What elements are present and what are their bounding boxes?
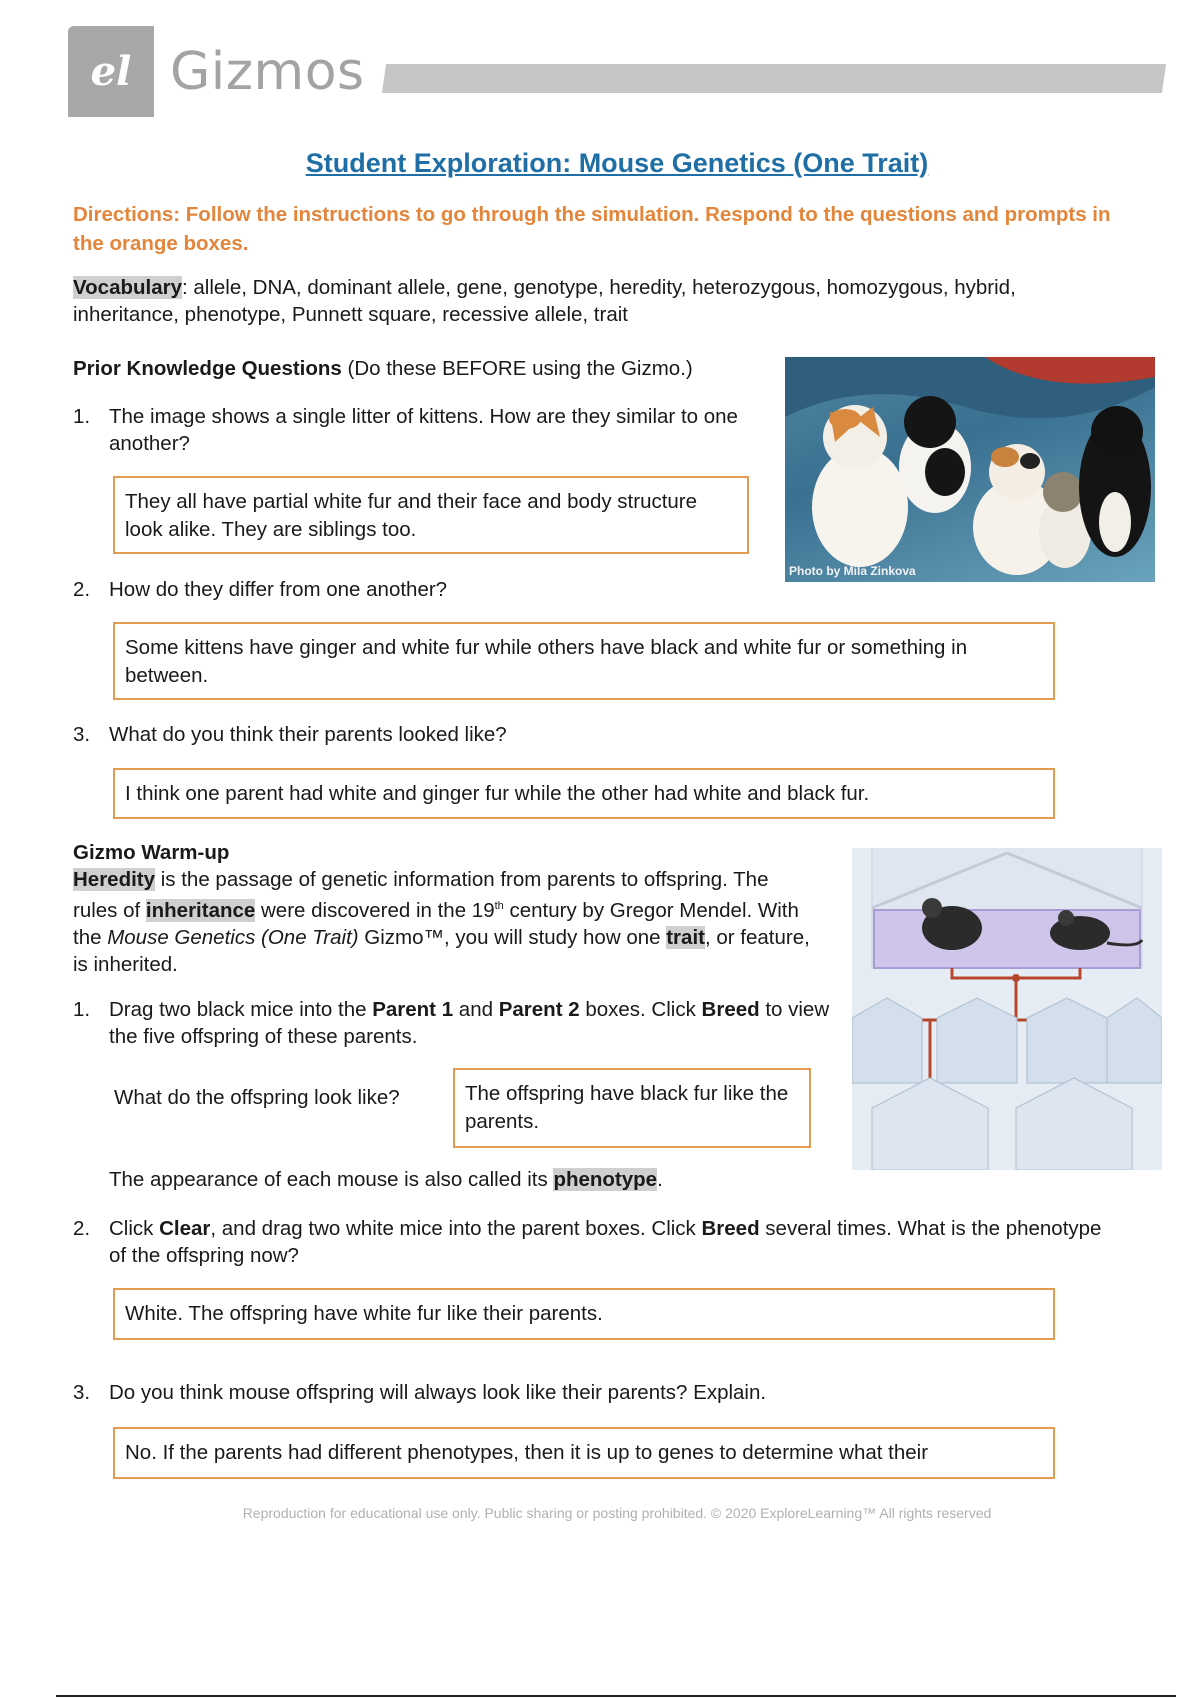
kittens-illustration [785,357,1155,582]
header-bar [382,64,1166,93]
copyright-footer: Reproduction for educational use only. Public sharing or posting prohibited. © 2020 ExploreLearning™ All rights reserved [242,1505,992,1521]
logo-badge [68,26,154,117]
term-trait: trait [666,925,705,949]
mouse-genetics-gizmo-image [852,848,1162,1170]
term-heredity: Heredity [73,868,156,891]
warmup-answer-1[interactable]: The offspring have black fur like the parents. [453,1068,811,1148]
pk-answer-2[interactable]: Some kittens have ginger and white fur while others have black and white fur or something in between. [113,622,1055,700]
vocabulary-terms: : allele, DNA, dominant allele, gene, genotype, heredity, heterozygous, homozygous, hybrid, inheritance, phenotype, Punnett square, recessive allele, trait [73,276,1016,326]
prior-knowledge-heading: Prior Knowledge Questions (Do these BEFORE using the Gizmo.) [73,357,693,380]
term-phenotype: phenotype [553,1168,658,1191]
pk-question-2: 2. How do they differ from one another? [73,578,448,601]
warmup-heading: Gizmo Warm-up [73,841,230,864]
kittens-photo [785,357,1155,582]
el-logo-icon: el [90,48,132,95]
warmup-question-2: 2. Click Clear, and drag two white mice into the parent boxes. Click Breed several times. What is the phenotype of the offspring now? [73,1217,1102,1267]
term-inheritance: inheritance [145,898,256,922]
pk-answer-3[interactable]: I think one parent had white and ginger fur while the other had white and black fur. [113,768,1055,819]
brand-name: Gizmos [170,42,365,102]
vocabulary [73,274,1113,328]
warmup-intro: Heredity is the passage of genetic information from parents to offspring. The rules of inheritance were discovered in the 19th century by Gregor Mendel. With the Mouse Genetics (One Trait) Gizmo™, you will study how one trait, or feature, is inherited. [73,868,810,976]
pk-answer-1[interactable]: They all have partial white fur and their face and body structure look alike. They are siblings too. [113,476,749,554]
warmup-answer-3[interactable]: No. If the parents had different phenotypes, then it is up to genes to determine what their [113,1427,1055,1479]
pk-question-3: 3. What do you think their parents looked like? [73,723,507,746]
directions: Directions: Follow the instructions to go through the simulation. Respond to the questions and prompts in the orange boxes. [73,203,1111,255]
warmup-q1-prompt: What do the offspring look like? [114,1086,400,1109]
photo-credit: Photo by Mila Zinkova [789,564,916,578]
phenotype-sentence: The appearance of each mouse is also called its phenotype. [109,1168,663,1191]
vocabulary-label: Vocabulary [73,276,182,299]
warmup-question-3: 3. Do you think mouse offspring will always look like their parents? Explain. [73,1381,767,1404]
warmup-answer-2[interactable]: White. The offspring have white fur like their parents. [113,1288,1055,1340]
bottom-divider [56,1695,1176,1697]
pk-question-1: 1. The image shows a single litter of kittens. How are they similar to one another? [73,405,738,455]
page-title: Student Exploration: Mouse Genetics (One Trait) [305,148,929,178]
gizmo-breeding-diagram [852,848,1162,1170]
warmup-question-1: 1. Drag two black mice into the Parent 1 and Parent 2 boxes. Click Breed to view the five offspring of these parents. [73,998,830,1048]
